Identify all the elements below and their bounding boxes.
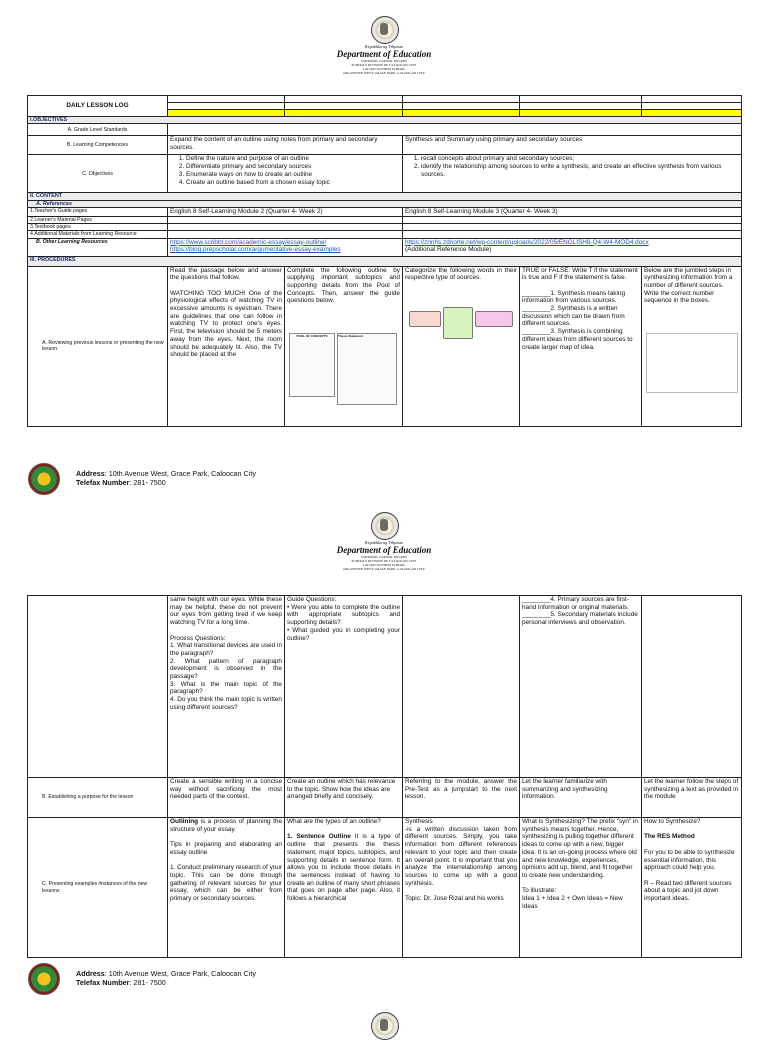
row-procedure-a: A. Reviewing previous lessons or presenting the new lesson — [28, 266, 168, 426]
document-header — [0, 44, 768, 75]
true-false-item: ________4. Primary sources are first-hand information or original materials. — [522, 596, 629, 611]
footer-telefax: : 281- 7500 — [129, 978, 166, 987]
objective-item: 3. Enumerate ways on how to create an outline — [186, 171, 400, 179]
proc-c-day4 — [520, 818, 642, 958]
process-question: 2. What pattern of paragraph development is observed in the passage? — [170, 657, 282, 681]
objectives-week3 — [403, 155, 742, 193]
synthesizing-definition: What is Synthesizing? The prefix "syn" in synthesis means together. Hence, synthesizing is pulling together different ideas to come up with a new, bigger idea. It is an on-going process where old and new knowledge, experiences, opinions add up, blend, and fit together to create new understanding. — [522, 818, 638, 879]
outline-template-image — [337, 333, 397, 405]
proc-a-outline-instruction: Complete the following outline by supplying important subtopics and supporting details from the Pool of Concepts. Then, answer the guide questions below. — [287, 266, 400, 305]
row-objectives: C. Objectives — [28, 155, 168, 193]
proc-c-day3 — [403, 818, 520, 958]
word-list-box — [443, 307, 473, 339]
resources-week2 — [168, 238, 403, 256]
row-competencies: B. Learning Competencies — [28, 136, 168, 155]
header-address: 10th AVENUE WEST, GRACE PARK, CALOOCAN CITY — [342, 567, 425, 571]
row-procedure-b: B. Establishing a purpose for the lesson — [28, 778, 168, 818]
outline-tips-title: Tips in preparing and elaborating an essay outline — [170, 841, 282, 856]
deped-seal-icon — [371, 1012, 399, 1040]
row-grade-standards: A. Grade Level Standards — [28, 124, 168, 136]
header-address: 10th AVENUE WEST, GRACE PARK, CALOOCAN CITY — [342, 71, 425, 75]
section-content: II. CONTENT — [28, 193, 742, 200]
proc-a-day1-cont — [168, 596, 285, 778]
sentence-outline-term: 1. Sentence Outline — [287, 833, 351, 841]
lesson-log-table-continued — [27, 595, 742, 958]
row-learners-material: 2.Learner's Material Pages — [28, 216, 168, 223]
process-question: 1. What transitional devices are used in the paragraph? — [170, 642, 282, 657]
school-logo-icon — [28, 463, 60, 495]
process-question: 4. Do you think the main topic is written using different sources? — [170, 696, 282, 711]
guide-questions-title: Guide Questions: — [287, 596, 337, 603]
page-footer — [28, 463, 428, 497]
footer-telefax-label: Telefax Number — [76, 978, 130, 987]
proc-b-day2: Create an outline which has relevance to the topic. Show how the ideas are arranged briefly and concisely. — [285, 778, 403, 818]
log-title: DAILY LESSON LOG — [28, 96, 168, 117]
section-procedures: III. PROCEDURES — [28, 256, 742, 266]
proc-a-day4 — [520, 266, 642, 426]
true-false-item: ________3. Synthesis is combining different ideas from different sources to create larger map of idea. — [522, 328, 633, 351]
res-method-read: R – Read two different sources about a topic and jot down important ideas. — [644, 879, 732, 903]
header-region: NATIONAL CAPITAL REGION — [361, 59, 407, 63]
outlining-definition: is a process of planning the structure of your essay. — [170, 818, 282, 833]
guide-question: • What guided you in completing your outline? — [287, 626, 400, 642]
document-header — [0, 540, 768, 571]
pool-title: POOL OF CONCEPTS — [296, 333, 328, 338]
competency-week3: Synthesis and Summary using primary and secondary sources — [403, 136, 742, 155]
proc-a-day1 — [168, 266, 285, 426]
resources-week3 — [403, 238, 742, 256]
header-department: Department of Education — [336, 49, 432, 59]
header-division: SCHOOLS DIVISION OF CALOOCAN CITY — [351, 63, 417, 67]
footer-address-label: Address — [76, 469, 105, 478]
footer-address-label: Address — [76, 969, 105, 978]
how-to-synthesize: How to Synthesize? — [644, 818, 701, 825]
header-division: SCHOOLS DIVISION OF CALOOCAN CITY — [351, 559, 417, 563]
res-method-description: For you to be able to synthesize essential information, this approach could help you. — [644, 848, 735, 872]
objective-item: 2. Differentiate primary and secondary sources — [186, 163, 400, 171]
illustrate-label: To illustrate: — [522, 887, 557, 895]
idea-formula: Idea 1 + Idea 2 + Own Ideas = New Ideas — [522, 895, 623, 910]
row-additional-materials: 4.Additional Materials from Learning Resource — [28, 231, 168, 238]
synthesis-definition: -is a written discussion taken from different sources. Simply, you take information from different references relevant to your topic and then create an overall point. It is important that you analyze the interrelationship among sources to come up with a good synthesis. — [405, 825, 517, 887]
footer-telefax-label: Telefax Number — [76, 478, 130, 487]
true-false-item: ________5. Secondary materials include personal interviews and observation. — [522, 611, 638, 627]
row-other-resources: B. Other Learning Resources — [28, 238, 168, 256]
deped-seal-icon — [371, 512, 399, 540]
resource-link[interactable]: https://znnhs.zdnorte.net/wp-content/uploads/2022/05/ENGLISH8-Q4-W4-MOD4.docx — [405, 238, 649, 246]
header-region: NATIONAL CAPITAL REGION — [361, 555, 407, 559]
res-method-title: The RES Method — [644, 833, 695, 841]
lesson-log-table — [27, 95, 742, 427]
header-school: CALOOCAN HIGH SCHOOL — [362, 67, 406, 71]
sentence-outline-definition: It is a type of outline that presents the thesis statement, major topics, subtopics, and supporting details in sentence form. It allows you to include those details in the sentences instead of having to create an outline of many short phrases that goes on page after page. Also, it follows a hierarchical — [287, 833, 400, 903]
competency-week2: Expand the content of an outline using notes from primary and secondary sources. — [168, 136, 403, 155]
proc-a-day2 — [285, 266, 403, 426]
deped-seal-icon — [371, 16, 399, 44]
proc-a-categorize-instruction: Categorize the following words in their respective type of sources. — [405, 266, 517, 282]
row-textbook: 3.Textbook pages — [28, 224, 168, 231]
proc-a-passage-cont: same height with our eyes. While these may be helpful, these do not prevent our eyes from getting tired if we keep watching TV for a long time. — [170, 596, 282, 627]
tg-week3: English 8 Self-Learning Module 3 (Quarter 4- Week 3) — [403, 208, 742, 217]
outline-thesis: Thesis Statement — [338, 333, 363, 338]
proc-a-day4-cont — [520, 596, 642, 778]
proc-c-day2 — [285, 818, 403, 958]
header-school: CALOOCAN HIGH SCHOOL — [362, 563, 406, 567]
header-department: Department of Education — [336, 545, 432, 555]
true-false-item: ________2. Synthesis is a written discussion which can be drawn from different sources. — [522, 305, 625, 328]
resource-link[interactable]: https://www.scribbr.com/academic-essay/essay-outline/ — [170, 238, 327, 246]
proc-c-day5 — [642, 818, 742, 958]
jumbled-steps-instruction: Below are the jumbled steps in synthesizing information from a number of different sources. Write the correct number sequence in the boxes. — [644, 266, 733, 305]
process-question: 3. What is the main topic of the paragraph? — [170, 680, 282, 696]
synthesis-term: Synthesis — [405, 818, 433, 825]
outlining-term: Outlining — [170, 818, 199, 825]
proc-a-day5 — [642, 266, 742, 426]
proc-a-passage: WATCHING TOO MUCH! One of the physiological effects of watching TV in excessive amounts is eyestrain. There are guidelines that one can follow in watching TV to protect one's eyes. First, the television should be 5 meters away from the eyes. Next, the room should be adequately lit. Also, the TV should be placed at the — [170, 289, 282, 359]
objective-item: 2. identify the relationship among sources to write a synthesis; and create an effective synthesis from various sources. — [421, 163, 739, 178]
proc-c-day1 — [168, 818, 285, 958]
header-republic: Republika ng Pilipinas — [364, 44, 404, 49]
row-procedure-c: C. Presenting examples /instances of the new lessons — [28, 818, 168, 958]
section-references: A. References — [28, 200, 742, 207]
true-false-item: ________1. Synthesis means taking information from various sources. — [522, 289, 626, 305]
pool-of-concepts-image — [289, 333, 335, 397]
objective-item: 1. Define the nature and purpose of an outline — [186, 155, 400, 163]
proc-b-day4: Let the learner familiarize with summarizing and synthesizing information. — [520, 778, 642, 818]
resource-link[interactable]: https://blog.prepscholar.com/argumentative-essay-examples — [170, 246, 341, 254]
proc-b-day3: Referring to the module, answer the Pre-Test as a jumpstart to the next lesson. — [403, 778, 520, 818]
primary-sources-box — [409, 311, 441, 327]
resource-note: (Additional Reference Module) — [405, 246, 492, 254]
proc-b-day1: Create a sensible writing in a concise way without sacrificing the most needed parts of the context. — [168, 778, 285, 818]
row-teachers-guide: 1.Teacher's Guide pages — [28, 208, 168, 217]
footer-telefax: : 281- 7500 — [129, 478, 166, 487]
proc-a-instruction: Read the passage below and answer the questions that follow. — [170, 266, 282, 282]
section-objectives: I.OBJECTIVES — [28, 117, 742, 124]
footer-address: : 10th Avenue West, Grace Park, Caloocan City — [104, 969, 256, 978]
secondary-sources-box — [475, 311, 513, 327]
header-republic: Republika ng Pilipinas — [364, 540, 404, 545]
footer-address: : 10th Avenue West, Grace Park, Caloocan City — [104, 469, 256, 478]
true-false-instruction: TRUE or FALSE: Write T if the statement is true and F if the statement is false. — [522, 266, 638, 282]
page-footer — [28, 963, 428, 997]
synthesis-topic: Topic: Dr. Jose Rizal and his works — [405, 895, 504, 903]
objectives-week2 — [168, 155, 403, 193]
guide-question: • Were you able to complete the outline with appropriate subtopics and supporting details? — [287, 603, 400, 627]
jumbled-steps-image — [646, 333, 738, 393]
objective-item: 4. Create an outline based from a chosen essay topic — [186, 179, 400, 187]
school-logo-icon — [28, 963, 60, 995]
tg-week2: English 8 Self-Learning Module 2 (Quarter 4- Week 2) — [168, 208, 403, 217]
process-questions-title: Process Questions: — [170, 634, 226, 642]
objective-item: 1. recall concepts about primary and secondary sources; — [421, 155, 739, 163]
outline-types-question: What are the types of an outline? — [287, 818, 381, 825]
proc-a-day3 — [403, 266, 520, 426]
outline-tip: 1. Conduct preliminary research of your topic. This can be done through gathering of relevant sources for your essay, which can be either from primary or secondary sources. — [170, 864, 282, 903]
proc-a-day2-cont — [285, 596, 403, 778]
proc-b-day5: Let the learner follow the steps of synthesizing a text as provided in the module — [642, 778, 742, 818]
